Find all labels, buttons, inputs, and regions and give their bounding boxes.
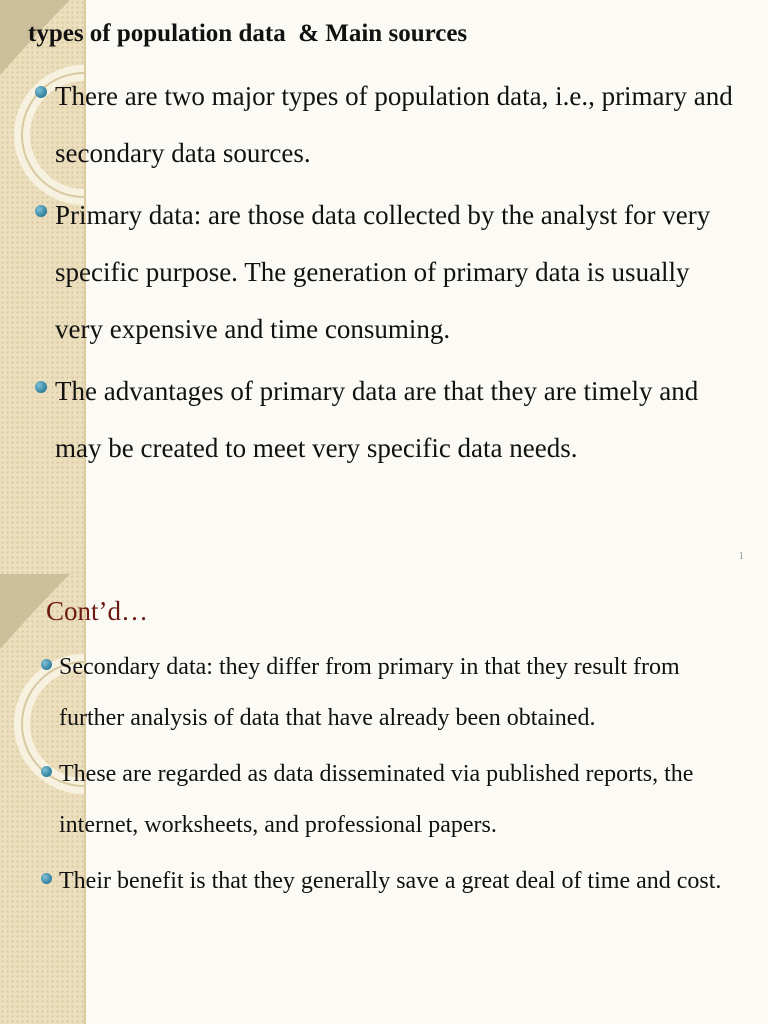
page-number: 1 <box>738 550 744 562</box>
bullet-item: There are two major types of population data, i.e., primary and secondary data sources. <box>55 68 735 182</box>
slide-2 <box>0 574 768 1024</box>
bullet-item: Primary data: are those data collected by the analyst for very specific purpose. The generation of primary data is usually very expensive and time consuming. <box>55 187 735 358</box>
slide-title: Cont’d… <box>46 596 149 626</box>
bullet-item: Secondary data: they differ from primary in that they result from further analysis of data that have already been obtained. <box>59 642 739 744</box>
bullet-item: The advantages of primary data are that they are timely and may be created to meet very specific data needs. <box>55 363 735 477</box>
bullet-item: These are regarded as data disseminated via published reports, the internet, worksheets, and professional papers. <box>59 749 739 851</box>
bullet-item: Their benefit is that they generally save a great deal of time and cost. <box>59 856 739 907</box>
bullet-list <box>59 642 739 912</box>
slide-title: types of population data & Main sources <box>28 20 468 47</box>
bullet-list <box>55 68 735 482</box>
